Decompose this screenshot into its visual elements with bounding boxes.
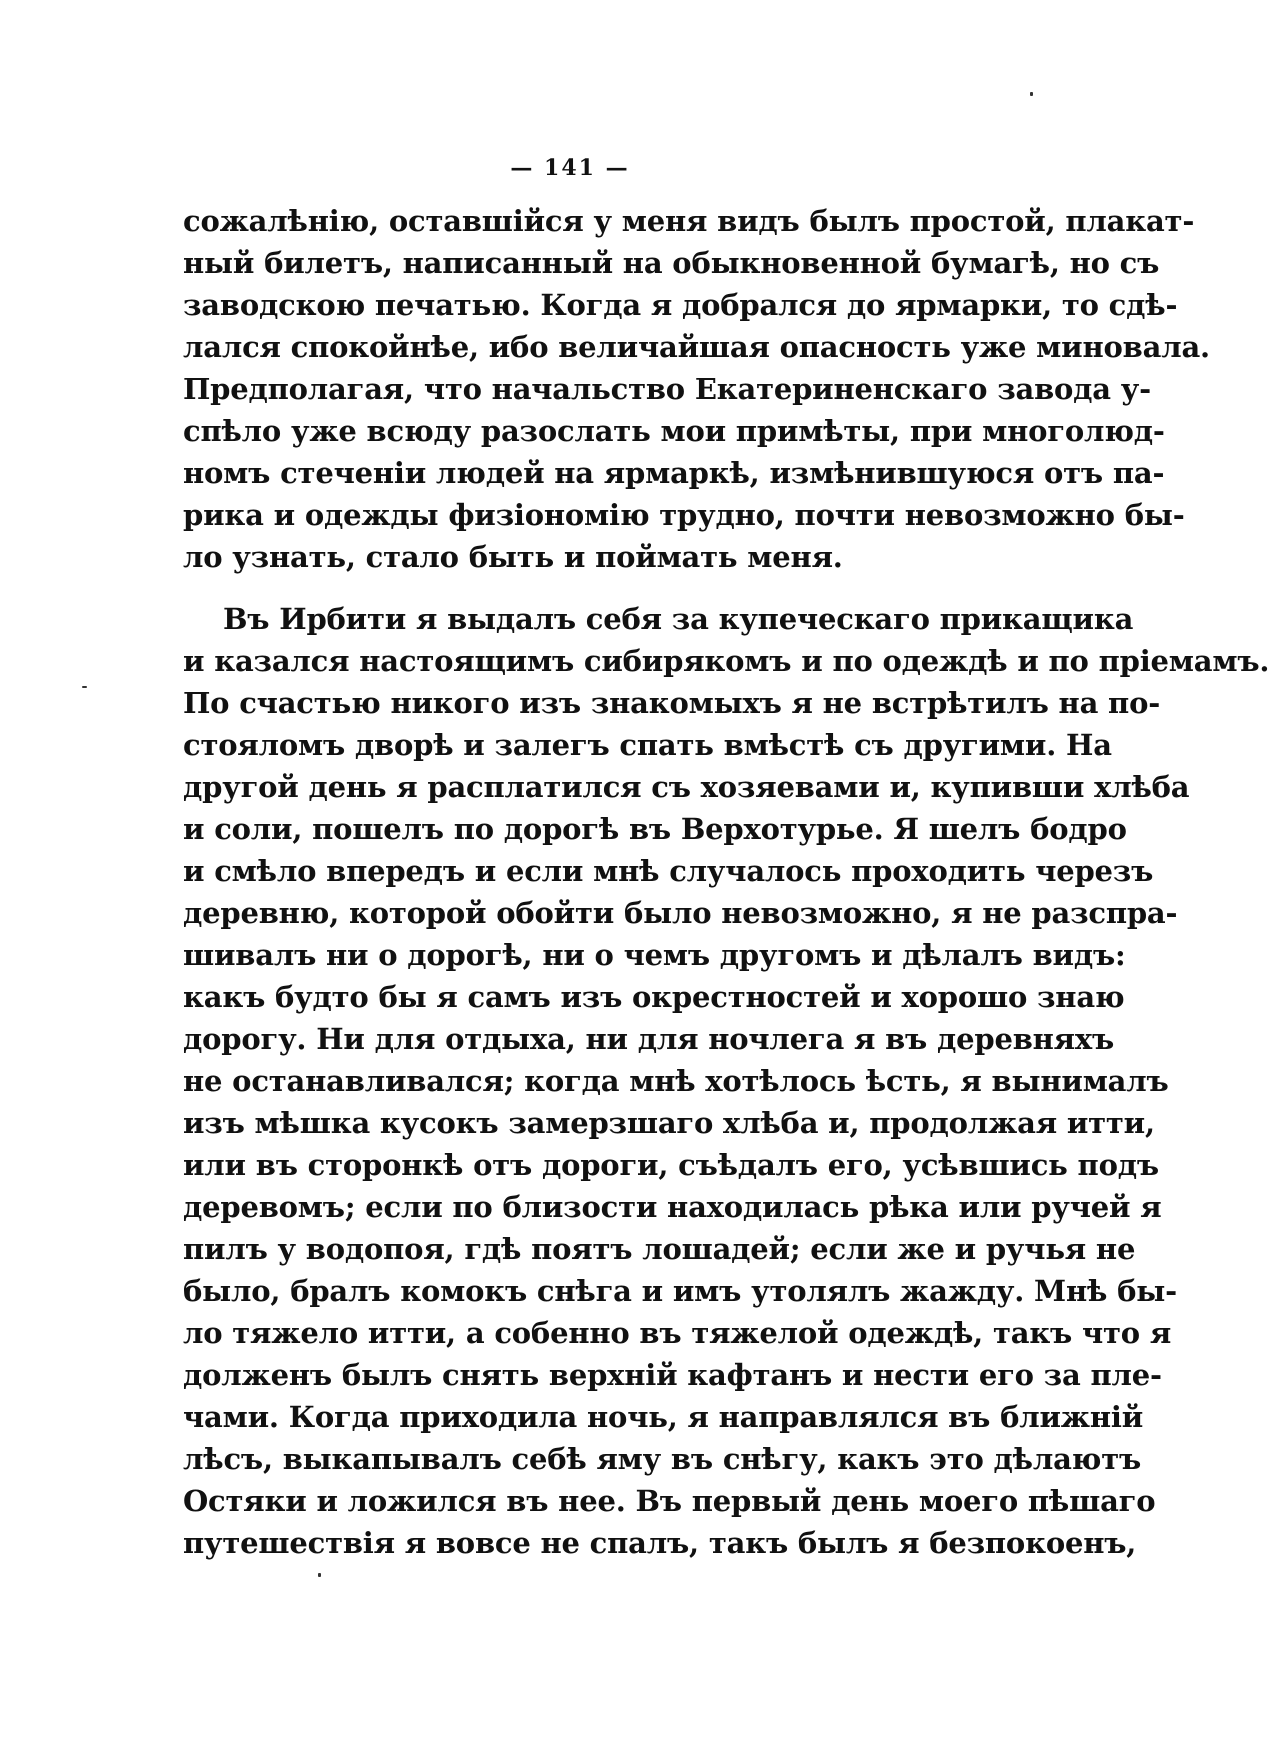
text-line: заводскою печатью. Когда я добрался до ярмарки, то сдѣ- xyxy=(183,288,1178,322)
text-line: чами. Когда приходила ночь, я направлялся въ ближній xyxy=(183,1400,1144,1434)
text-line: и соли, пошелъ по дорогѣ въ Верхотурье. Я шелъ бодро xyxy=(183,812,1127,846)
page-number: — 141 — xyxy=(510,155,630,181)
text-line: деревню, которой обойти было невозможно, я не разспра- xyxy=(183,896,1178,930)
text-line: стояломъ дворѣ и залегъ спать вмѣстѣ съ другими. На xyxy=(183,728,1112,762)
scan-speck xyxy=(1030,92,1033,96)
text-line: дорогу. Ни для отдыха, ни для ночлега я въ деревняхъ xyxy=(183,1022,1115,1056)
text-line: спѣло уже всюду разослать мои примѣты, при многолюд- xyxy=(183,414,1165,448)
text-line: сожалѣнію, оставшійся у меня видъ былъ простой, плакат- xyxy=(183,204,1195,238)
text-line: ло тяжело итти, а собенно въ тяжелой одеждѣ, такъ что я xyxy=(183,1316,1172,1350)
text-line: Предполагая, что начальство Екатериненскаго завода у- xyxy=(183,372,1151,406)
text-line: Въ Ирбити я выдалъ себя за купеческаго прикащика xyxy=(223,602,1134,636)
scan-speck xyxy=(82,686,87,688)
text-line: Остяки и ложился въ нее. Въ первый день моего пѣшаго xyxy=(183,1484,1156,1518)
text-line: номъ стеченіи людей на ярмаркѣ, измѣнившуюся отъ па- xyxy=(183,456,1165,490)
scan-speck xyxy=(318,1573,321,1577)
text-line: лался спокойнѣе, ибо величайшая опасность уже миновала. xyxy=(183,330,1210,364)
text-line: шивалъ ни о дорогѣ, ни о чемъ другомъ и дѣлалъ видъ: xyxy=(183,938,1126,972)
text-line: деревомъ; если по близости находилась рѣка или ручей я xyxy=(183,1190,1162,1224)
text-line: пилъ у водопоя, гдѣ поятъ лошадей; если же и ручья не xyxy=(183,1232,1136,1266)
text-line: какъ будто бы я самъ изъ окрестностей и хорошо знаю xyxy=(183,980,1125,1014)
paragraph-gap xyxy=(183,578,961,598)
text-line: изъ мѣшка кусокъ замерзшаго хлѣба и, продолжая итти, xyxy=(183,1106,1155,1140)
text-line: не останавливался; когда мнѣ хотѣлось ѣсть, я вынималъ xyxy=(183,1064,1169,1098)
text-line: рика и одежды физіономію трудно, почти невозможно бы- xyxy=(183,498,1185,532)
paragraph-2 xyxy=(183,598,1269,1564)
text-line: лѣсъ, выкапывалъ себѣ яму въ снѣгу, какъ это дѣлаютъ xyxy=(183,1442,1142,1476)
text-line: путешествія я вовсе не спалъ, такъ былъ я безпокоенъ, xyxy=(183,1526,1137,1560)
text-line: По счастью никого изъ знакомыхъ я не встрѣтилъ на по- xyxy=(183,686,1161,720)
text-line: другой день я расплатился съ хозяевами и, купивши хлѣба xyxy=(183,770,1190,804)
text-line: долженъ былъ снять верхній кафтанъ и нести его за пле- xyxy=(183,1358,1162,1392)
text-line: ло узнать, стало быть и поймать меня. xyxy=(183,540,843,574)
text-line: было, бралъ комокъ снѣга и имъ утолялъ жажду. Мнѣ бы- xyxy=(183,1274,1177,1308)
text-line: или въ сторонкѣ отъ дороги, съѣдалъ его, усѣвшись подъ xyxy=(183,1148,1159,1182)
text-line: ный билетъ, написанный на обыкновенной бумагѣ, но съ xyxy=(183,246,1160,280)
page-text xyxy=(183,200,1269,1564)
text-line: и казался настоящимъ сибирякомъ и по одеждѣ и по пріемамъ. xyxy=(183,644,1269,678)
paragraph-1 xyxy=(183,200,1210,578)
text-line: и смѣло впередъ и если мнѣ случалось проходить черезъ xyxy=(183,854,1154,888)
